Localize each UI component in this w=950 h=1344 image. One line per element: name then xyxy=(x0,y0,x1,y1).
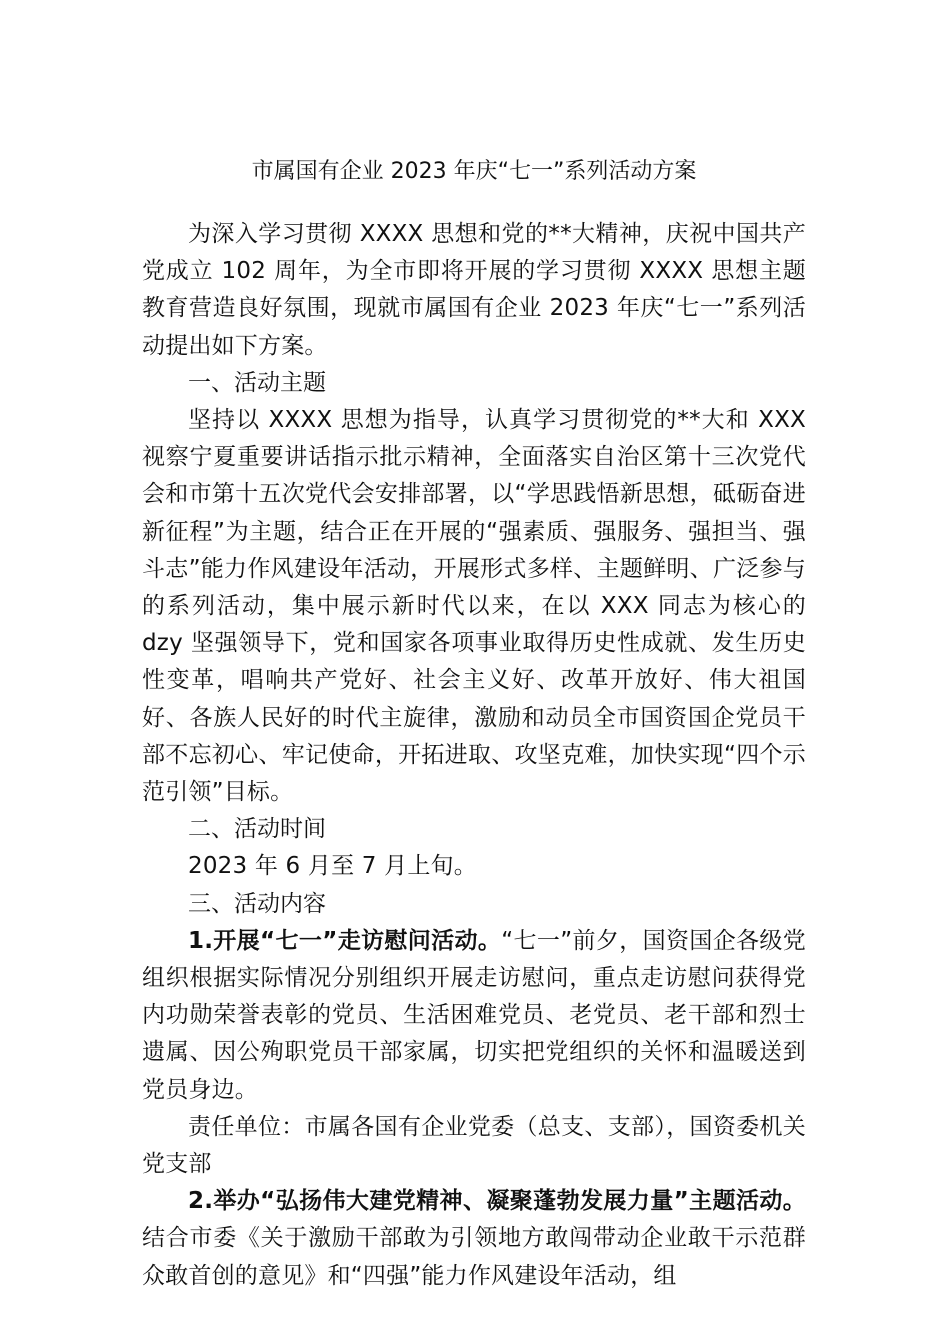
document-page xyxy=(142,150,806,1295)
section-heading-theme: 一、活动主题 xyxy=(188,369,326,396)
section-heading-content: 三、活动内容 xyxy=(188,890,326,917)
section-heading-time: 二、活动时间 xyxy=(188,816,326,843)
content-item-1-body: “七一”前夕，国资国企各级党组织根据实际情况分别组织开展走访慰问，重点走访慰问获得党内功勋荣誉表彰的党员、生活困难党员、老党员、老干部和烈士遗属、因公殉职党员干部家属，切实把党组织的关怀和温暖送到党员身边。 xyxy=(142,927,806,1103)
section-body-time: 2023 年 6 月至 7 月上旬。 xyxy=(188,853,477,880)
content-item-1-responsibility: 责任单位：市属各国有企业党委（总支、支部），国资委机关党支部 xyxy=(142,1113,806,1178)
content-item-2-body: 结合市委《关于激励干部敢为引领地方敢闯带动企业敢干示范群众敢首创的意见》和“四强”能力作风建设年活动，组 xyxy=(142,1225,806,1289)
content-item-2 xyxy=(142,1183,806,1295)
document-title: 市属国有企业 2023 年庆“七一”系列活动方案 xyxy=(251,159,697,184)
content-item-1 xyxy=(142,923,806,1109)
section-body-theme: 坚持以 XXXX 思想为指导，认真学习贯彻党的**大和 XXX 视察宁夏重要讲话指示批示精神，全面落实自治区第十三次党代会和市第十五次党代会安排部署，以“学思践悟新思想，砥砺奋进新征程”为主题，结合正在开展的“强素质、强服务、强担当、强斗志”能力作风建设年活动，开展形式多样、主题鲜明、广泛参与的系列活动，集中展示新时代以来，在以 XXX 同志为核心的 dzy 坚强领导下，党和国家各项事业取得历史性成就、发生历史性变革，唱响共产党好、社会主义好、改革开放好、伟大祖国好、各族人民好的时代主旋律，激励和动员全市国资国企党员干部不忘初心、牢记使命，开拓进取、攻坚克难，加快实现“四个示范引领”目标。 xyxy=(142,407,806,806)
intro-paragraph: 为深入学习贯彻 XXXX 思想和党的**大精神，庆祝中国共产党成立 102 周年，为全市即将开展的学习贯彻 XXXX 思想主题教育营造良好氛围，现就市属国有企业 2023 年庆“七一”系列活动提出如下方案。 xyxy=(142,221,806,359)
content-item-1-title: 1.开展“七一”走访慰问活动。 xyxy=(188,927,502,954)
content-item-2-title: 2.举办“弘扬伟大建党精神、凝聚蓬勃发展力量”主题活动。 xyxy=(188,1188,806,1215)
